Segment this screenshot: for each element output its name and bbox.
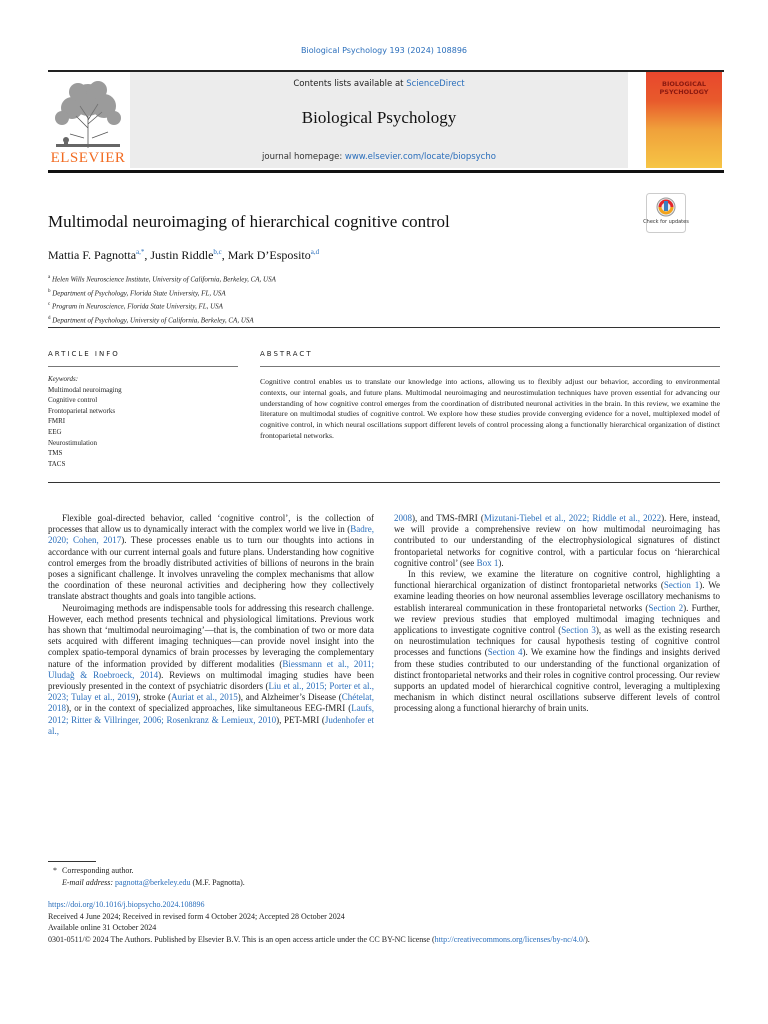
body-left-column	[48, 513, 374, 737]
journal-homepage-link[interactable]: www.elsevier.com/locate/biopsycho	[344, 152, 496, 162]
author-1[interactable]: Mattia F. Pagnotta$^{a,*}$,	[48, 248, 151, 262]
paper-title: Multimodal neuroimaging of hierarchical cognitive control	[48, 212, 450, 231]
keyword: TMS	[48, 449, 63, 458]
affiliation-item: $^c$ Program in Neuroscience, Florida State University, FL, USA	[48, 302, 223, 311]
corresponding-author-note: * Corresponding author.	[53, 866, 134, 875]
body-right-column	[394, 513, 720, 715]
body-paragraph	[394, 569, 720, 715]
body-text: ), or in the context of specialized approaches, like simultaneous EEG-fMRI (	[66, 703, 352, 714]
article-info-bottom-rule	[48, 482, 720, 483]
check-updates-label: Check for updates	[643, 219, 689, 225]
body-text: Neuroimaging methods are indispensable tools for addressing this research challenge. However, each method presents technical and physiological limitations. Previous work has shown that ‘multimodal neuroimaging’—that is, the combination of two or more data sets acquired with different imaging techniques—can provide novel insight into the complex spatio-temporal dynamics of brain processes by leveraging the complementary nature of the information provided by different modalities (	[48, 602, 374, 669]
citation-link[interactable]: Section 2	[648, 602, 684, 613]
affiliation-item: $^a$ Helen Wills Neuroscience Institute, University of California, Berkeley, CA, USA	[48, 275, 276, 284]
body-paragraph	[48, 603, 374, 737]
body-paragraph	[48, 513, 374, 603]
online-date: Available online 31 October 2024	[48, 923, 157, 933]
journal-cover-thumbnail[interactable]	[646, 72, 722, 168]
affiliation-item: $^b$ Department of Psychology, Florida State University, FL, USA	[48, 288, 226, 297]
keywords-list	[48, 374, 122, 469]
keyword: FMRI	[48, 417, 66, 426]
keywords-label: Keywords:	[48, 375, 79, 383]
keyword: Cognitive control	[48, 396, 98, 405]
abstract-text: Cognitive control enables us to translate our knowledge into actions, allowing us to flexibly adjust our behavior, according to environmental contexts, our internal goals, and future plans. Multimodal neuroimaging and neurostimulation techniques have proven essential for advancing our understanding of how cognitive control emerges from the coordination of distributed neuronal activities in the brain. In this review, we examine the literature on multimodal studies of cognitive control. We explore how these studies provide converging evidence for a novel, multiplexed model of cognitive control, in which neural oscillations support different levels of control processing along a functionally hierarchical organization of distinct frontoparietal networks.	[260, 377, 720, 440]
body-text: ), and TMS-fMRI (	[412, 513, 484, 523]
keyword: EEG	[48, 427, 62, 436]
citation-link[interactable]: Section 3	[561, 625, 596, 636]
elsevier-wordmark: ELSEVIER	[50, 150, 126, 166]
body-text: In this review, we examine the literature on cognitive control, highlighting a functional hierarchical organization of distinct frontoparietal networks (	[394, 569, 720, 591]
keyword: Frontoparietal networks	[48, 406, 116, 415]
received-dates: Received 4 June 2024; Received in revised form 4 October 2024; Accepted 28 October 2024	[48, 911, 345, 921]
journal-name[interactable]: Biological Psychology	[301, 108, 457, 127]
sciencedirect-link[interactable]: ScienceDirect	[406, 79, 465, 89]
body-text: ), as well as the existing research on neurostimulation techniques for causal hypothesis testing of cognitive control processes and functions (	[394, 625, 720, 658]
keyword: TACS	[48, 459, 66, 468]
affiliation-list	[48, 272, 276, 327]
citation-link[interactable]: Chételat, 2018	[48, 692, 375, 714]
citation-link[interactable]: Liu et al., 2015; Porter et al., 2023; Tulay et al., 2019	[48, 681, 374, 703]
keyword: Multimodal neuroimaging	[48, 385, 122, 394]
body-text: ), stroke (	[135, 692, 172, 703]
body-text: ). Here, instead, we will provide a comprehensive review on how multimodal neuroimaging has contributed to our understanding of the electrophysiological signatures of distinct frontoparietal networks for cognitive control, with a particular focus on ‘hierarchical cognitive control’ (see	[394, 513, 720, 568]
body-text: ), and Alzheimer’s Disease (	[237, 692, 342, 703]
article-info-heading: ARTICLE INFO	[48, 350, 120, 358]
contents-prefix: Contents lists available at	[293, 79, 404, 89]
citation-link[interactable]: Mizutani-Tiebel et al., 2022; Riddle et al., 2022	[483, 513, 662, 523]
citation-link[interactable]: Biessmann et al., 2011; Uludağ & Roebroeck, 2014	[48, 658, 375, 680]
article-info-rule	[48, 366, 238, 367]
journal-homepage-line	[130, 152, 628, 162]
article-info-top-rule	[48, 327, 720, 328]
citation-link[interactable]: Section 4	[487, 647, 523, 658]
body-text: ).	[498, 557, 504, 568]
author-3[interactable]: Mark D’Esposito$^{a,d}$	[227, 248, 320, 262]
abstract-heading: ABSTRACT	[260, 350, 313, 358]
body-text: ). These processes enable us to turn our thoughts into actions in accordance with our current internal goals and future plans. Understanding how cognitive control emerges from the broadly distributed activities of billions of neurons in the brain poses a significant challenge. It involves unraveling the complex mechanisms that allow the coordination of these neuronal activities and deciphering how they collectively translate abstract thoughts and goals into tangible actions.	[48, 535, 374, 602]
footnote	[48, 865, 245, 889]
email-note: E-mail address: pagnotta@berkeley.edu (M.F. Pagnotta).	[62, 878, 245, 887]
body-paragraph	[394, 513, 720, 569]
citation-link[interactable]: Auriat et al., 2015	[171, 692, 238, 703]
affiliation-item: $^d$ Department of Psychology, University of California, Berkeley, CA, USA	[48, 315, 254, 325]
publication-info	[48, 899, 724, 945]
citation-link[interactable]: Laufs, 2012; Ritter & Villringer, 2006; Rosenkranz & Lemieux, 2010	[48, 703, 374, 725]
license-link[interactable]: http://creativecommons.org/licenses/by-nc/4.0/	[434, 934, 586, 944]
body-text: ), PET-MRI (	[276, 714, 325, 725]
abstract-rule	[260, 366, 720, 367]
body-text: Flexible goal-directed behavior, called ‘cognitive control’, is the collection of processes that allow us to dynamically interact with the complex world we live in (	[48, 513, 374, 535]
body-text: ). We examine how the findings and insights derived from these studies contributed to our understanding of the functional organization of distinct frontoparietal networks and their roles in cognitive control processing. Our review supports an updated model of hierarchical cognitive control, leveraging a multiplexing mechanism in which distinct neural oscillations subserve different levels of control processing along a functional hierarchy of brain units.	[394, 647, 720, 714]
header-bottom-rule	[48, 170, 724, 173]
citation-link[interactable]: Box 1	[476, 557, 499, 568]
citation-link[interactable]: 2008	[394, 513, 412, 523]
body-text: ). We examine leading theories on how neuronal assemblies leverage oscillatory mechanisms to establish interareal communication in these frontoparietal networks (	[394, 580, 720, 613]
citation-link[interactable]: Judenhofer et al.,	[48, 714, 375, 736]
cover-title: BIOLOGICAL PSYCHOLOGY	[659, 80, 709, 96]
keyword: Neurostimulation	[48, 438, 97, 447]
author-2[interactable]: Justin Riddle$^{b,c}$,	[150, 248, 228, 262]
citation-link[interactable]: Badre, 2020; Cohen, 2017	[48, 524, 374, 546]
footnote-rule	[48, 861, 96, 862]
body-text: ). Further, we review previous studies that employed multimodal imaging techniques and applications to investigate cognitive control (	[394, 602, 721, 636]
author-list	[48, 248, 319, 263]
license-line: 0301-0511/© 2024 The Authors. Published by Elsevier B.V. This is an open access article under the CC BY-NC license (http://creativecommons.org/licenses/by-nc/4.0/).	[48, 934, 590, 944]
citation-link[interactable]: Section 1	[663, 580, 700, 591]
doi-link[interactable]: https://doi.org/10.1016/j.biopsycho.2024.108896	[48, 900, 205, 909]
journal-reference-link[interactable]: Biological Psychology 193 (2024) 108896	[300, 46, 467, 55]
check-for-updates-badge[interactable]	[643, 193, 689, 233]
author-email-link[interactable]: pagnotta@berkeley.edu	[115, 878, 191, 887]
body-text: ). Reviews on multimodal imaging studies have been previously presented in the context of psychiatric disorders (	[48, 669, 375, 692]
contents-line	[130, 79, 628, 89]
homepage-prefix: journal homepage:	[262, 152, 343, 162]
